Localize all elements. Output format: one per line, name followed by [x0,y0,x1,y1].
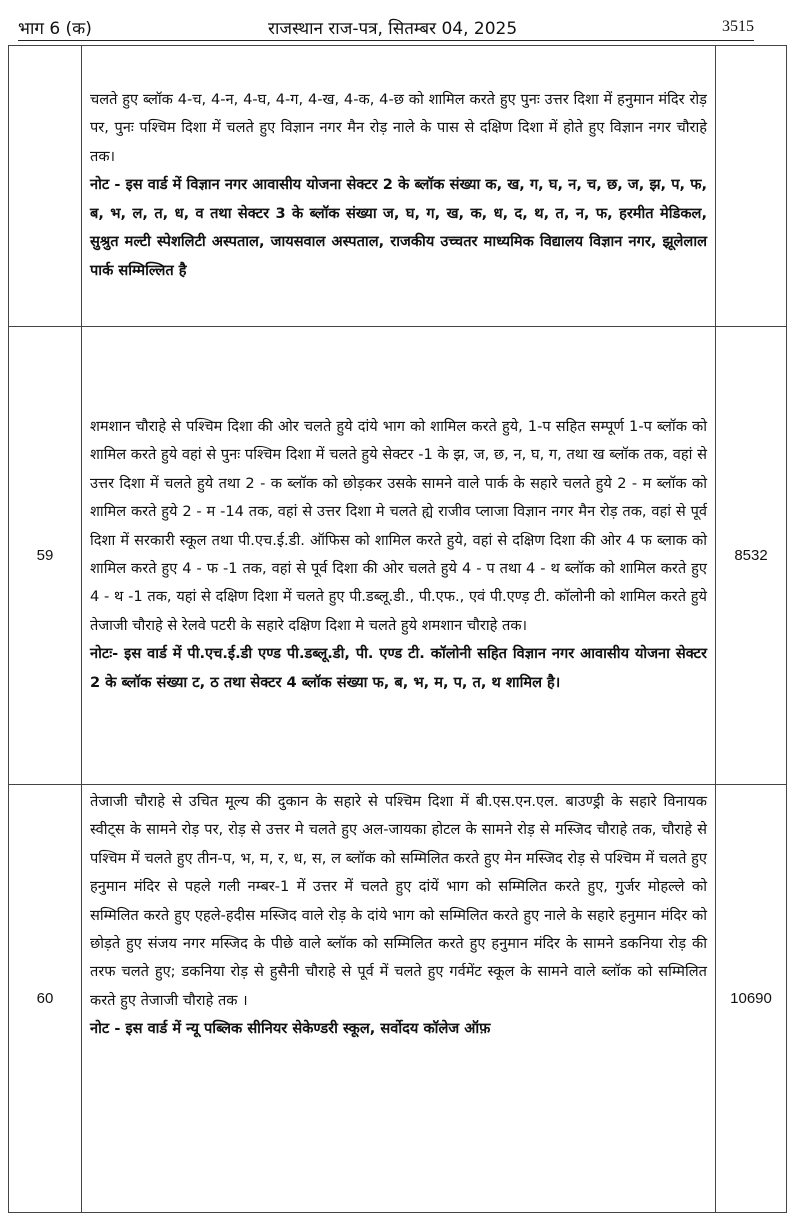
ward-number-cell [9,46,82,327]
ward-number-cell: 59 [9,327,82,785]
population-cell: 10690 [716,785,787,1213]
ward-note: नोटः- इस वार्ड में पी.एच.ई.डी एण्ड पी.डब्लू.डी, पी. एण्ड टी. कॉलोनी सहित विज्ञान नगर आवासीय योजना सेक्टर 2 के ब्लॉक संख्या ट, ठ तथा सेक्टर 4 ब्लॉक संख्या फ, ब, भ, म, प, त, थ शामिल है। [90,645,707,691]
ward-description-cell [82,327,716,785]
ward-boundary-table [8,45,787,1213]
ward-description-cell [82,46,716,327]
ward-note: नोट - इस वार्ड में न्यू पब्लिक सीनियर सेकेण्डरी स्कूल, सर्वोदय कॉलेज ऑफ़ [90,1020,491,1038]
gazette-title: राजस्थान राज-पत्र, सितम्बर 04, 2025 [268,19,518,39]
ward-boundary-text: तेजाजी चौराहे से उचित मूल्य की दुकान के सहारे से पश्चिम दिशा में बी.एस.एन.एल. बाउण्ड्री के सहारे विनायक स्वीट्स के सामने रोड़ पर, रोड़ से उत्तर मे चलते हुए अल-जायका होटल के सामने रोड़ से मस्जिद चौराहे तक, चौराहे से पश्चिम में चलते हुए तीन-प, भ, म, र, ध, स, ल ब्लॉक को सम्मिलित करते हुए मेन मस्जिद रोड़ से पश्चिम में चलते हुए हनुमान मंदिर से पहले गली नम्बर-1 में उत्तर में चलते हुए दांयें भाग को सम्मिलित करते हुए, गुर्जर मोहल्ले को सम्मिलित करते हुए एहले-हदीस मस्जिद वाले रोड़ के दांये भाग को सम्मिलित करते हुए नाले के सहारे हनुमान मंदिर को छोड़ते हुए संजय नगर मस्जिद के पीछे वाले ब्लॉक को सम्मिलित करते हुए हनुमान मंदिर के सामने डकनिया रोड़ की तरफ चलते हुए; डकनिया रोड़ से हुसैनी चौराहे से पूर्व में चलते हुए गर्वमेंट स्कूल के सामने वाले ब्लॉक को सम्मिलित करते हुए तेजाजी चौराहे तक । [90,793,707,1009]
population-cell [716,46,787,327]
ward-boundary-text: चलते हुए ब्लॉक 4-च, 4-न, 4-घ, 4-ग, 4-ख, 4-क, 4-छ को शामिल करते हुए पुनः उत्तर दिशा में हनुमान मंदिर रोड़ पर, पुनः पश्चिम दिशा में चलते हुए विज्ञान नगर मैन रोड़ नाले के पास से दक्षिण दिशा में होते हुए विज्ञान नगर चौराहे तक। [90,91,707,165]
ward-note: नोट - इस वार्ड में विज्ञान नगर आवासीय योजना सेक्टर 2 के ब्लॉक संख्या क, ख, ग, घ, न, च, छ, ज, झ, प, फ, ब, भ, ल, त, ध, व तथा सेक्टर 3 के ब्लॉक संख्या ज, घ, ग, ख, क, ध, द, थ, त, न, फ, हरमीत मेडिकल, सुश्रुत मल्टी स्पेशलिटी अस्पताल, जायसवाल अस्पताल, राजकीय उच्चतर माध्यमिक विद्यालय विज्ञान नगर, झूलेलाल पार्क सम्मिल्लित है [90,176,707,279]
ward-boundary-text: शमशान चौराहे से पश्चिम दिशा की ओर चलते हुये दांये भाग को शामिल करते हुये, 1-प सहित सम्पूर्ण 1-प ब्लॉक को शामिल करते हुये वहां से पुनः पश्चिम दिशा में चलते हुये सेक्टर -1 के झ, ज, छ, न, घ, ग, तथा ख ब्लॉक तक, वहां से उत्तर दिशा में चलते हुये तथा 2 - क ब्लॉक को छोड़कर उसके सामने वाले पार्क के सहारे चलते हुये 2 - म ब्लॉक को शामिल करते हुये 2 - म -14 तक, वहां से उत्तर दिशा मे चलते ह्ये राजीव प्लाजा विज्ञान नगर मैन रोड़ तक, वहां से पूर्व दिशा में सरकारी स्कूल तथा पी.एच.ई.डी. ऑफिस को शामिल करते हुये, वहां से दक्षिण दिशा की ओर 4 फ ब्लाक को शामिल करते हुए 4 - फ -1 तक, वहां से पूर्व दिशा की ओर चलते हुये 4 - प तथा 4 - थ ब्लॉक को शामिल करते हुए 4 - थ -1 तक, यहां से दक्षिण दिशा में चलते हुए पी.डब्लू.डी., पी.एफ., एवं पी.एण्ड़ टी. कॉलोनी को शामिल करते हुये तेजाजी चौराहे से रेलवे पटरी के सहारे दक्षिण दिशा मे चलते हुये शमशान चौराहे तक। [90,417,707,634]
population-cell: 8532 [716,327,787,785]
table-row [9,46,787,327]
ward-description-cell [82,785,716,1213]
ward-number-cell: 60 [9,785,82,1213]
page-number: 3515 [722,18,754,35]
gazette-section: भाग 6 (क) [18,19,92,39]
table-row [9,785,787,1213]
page-header [18,14,754,41]
table-row [9,327,787,785]
